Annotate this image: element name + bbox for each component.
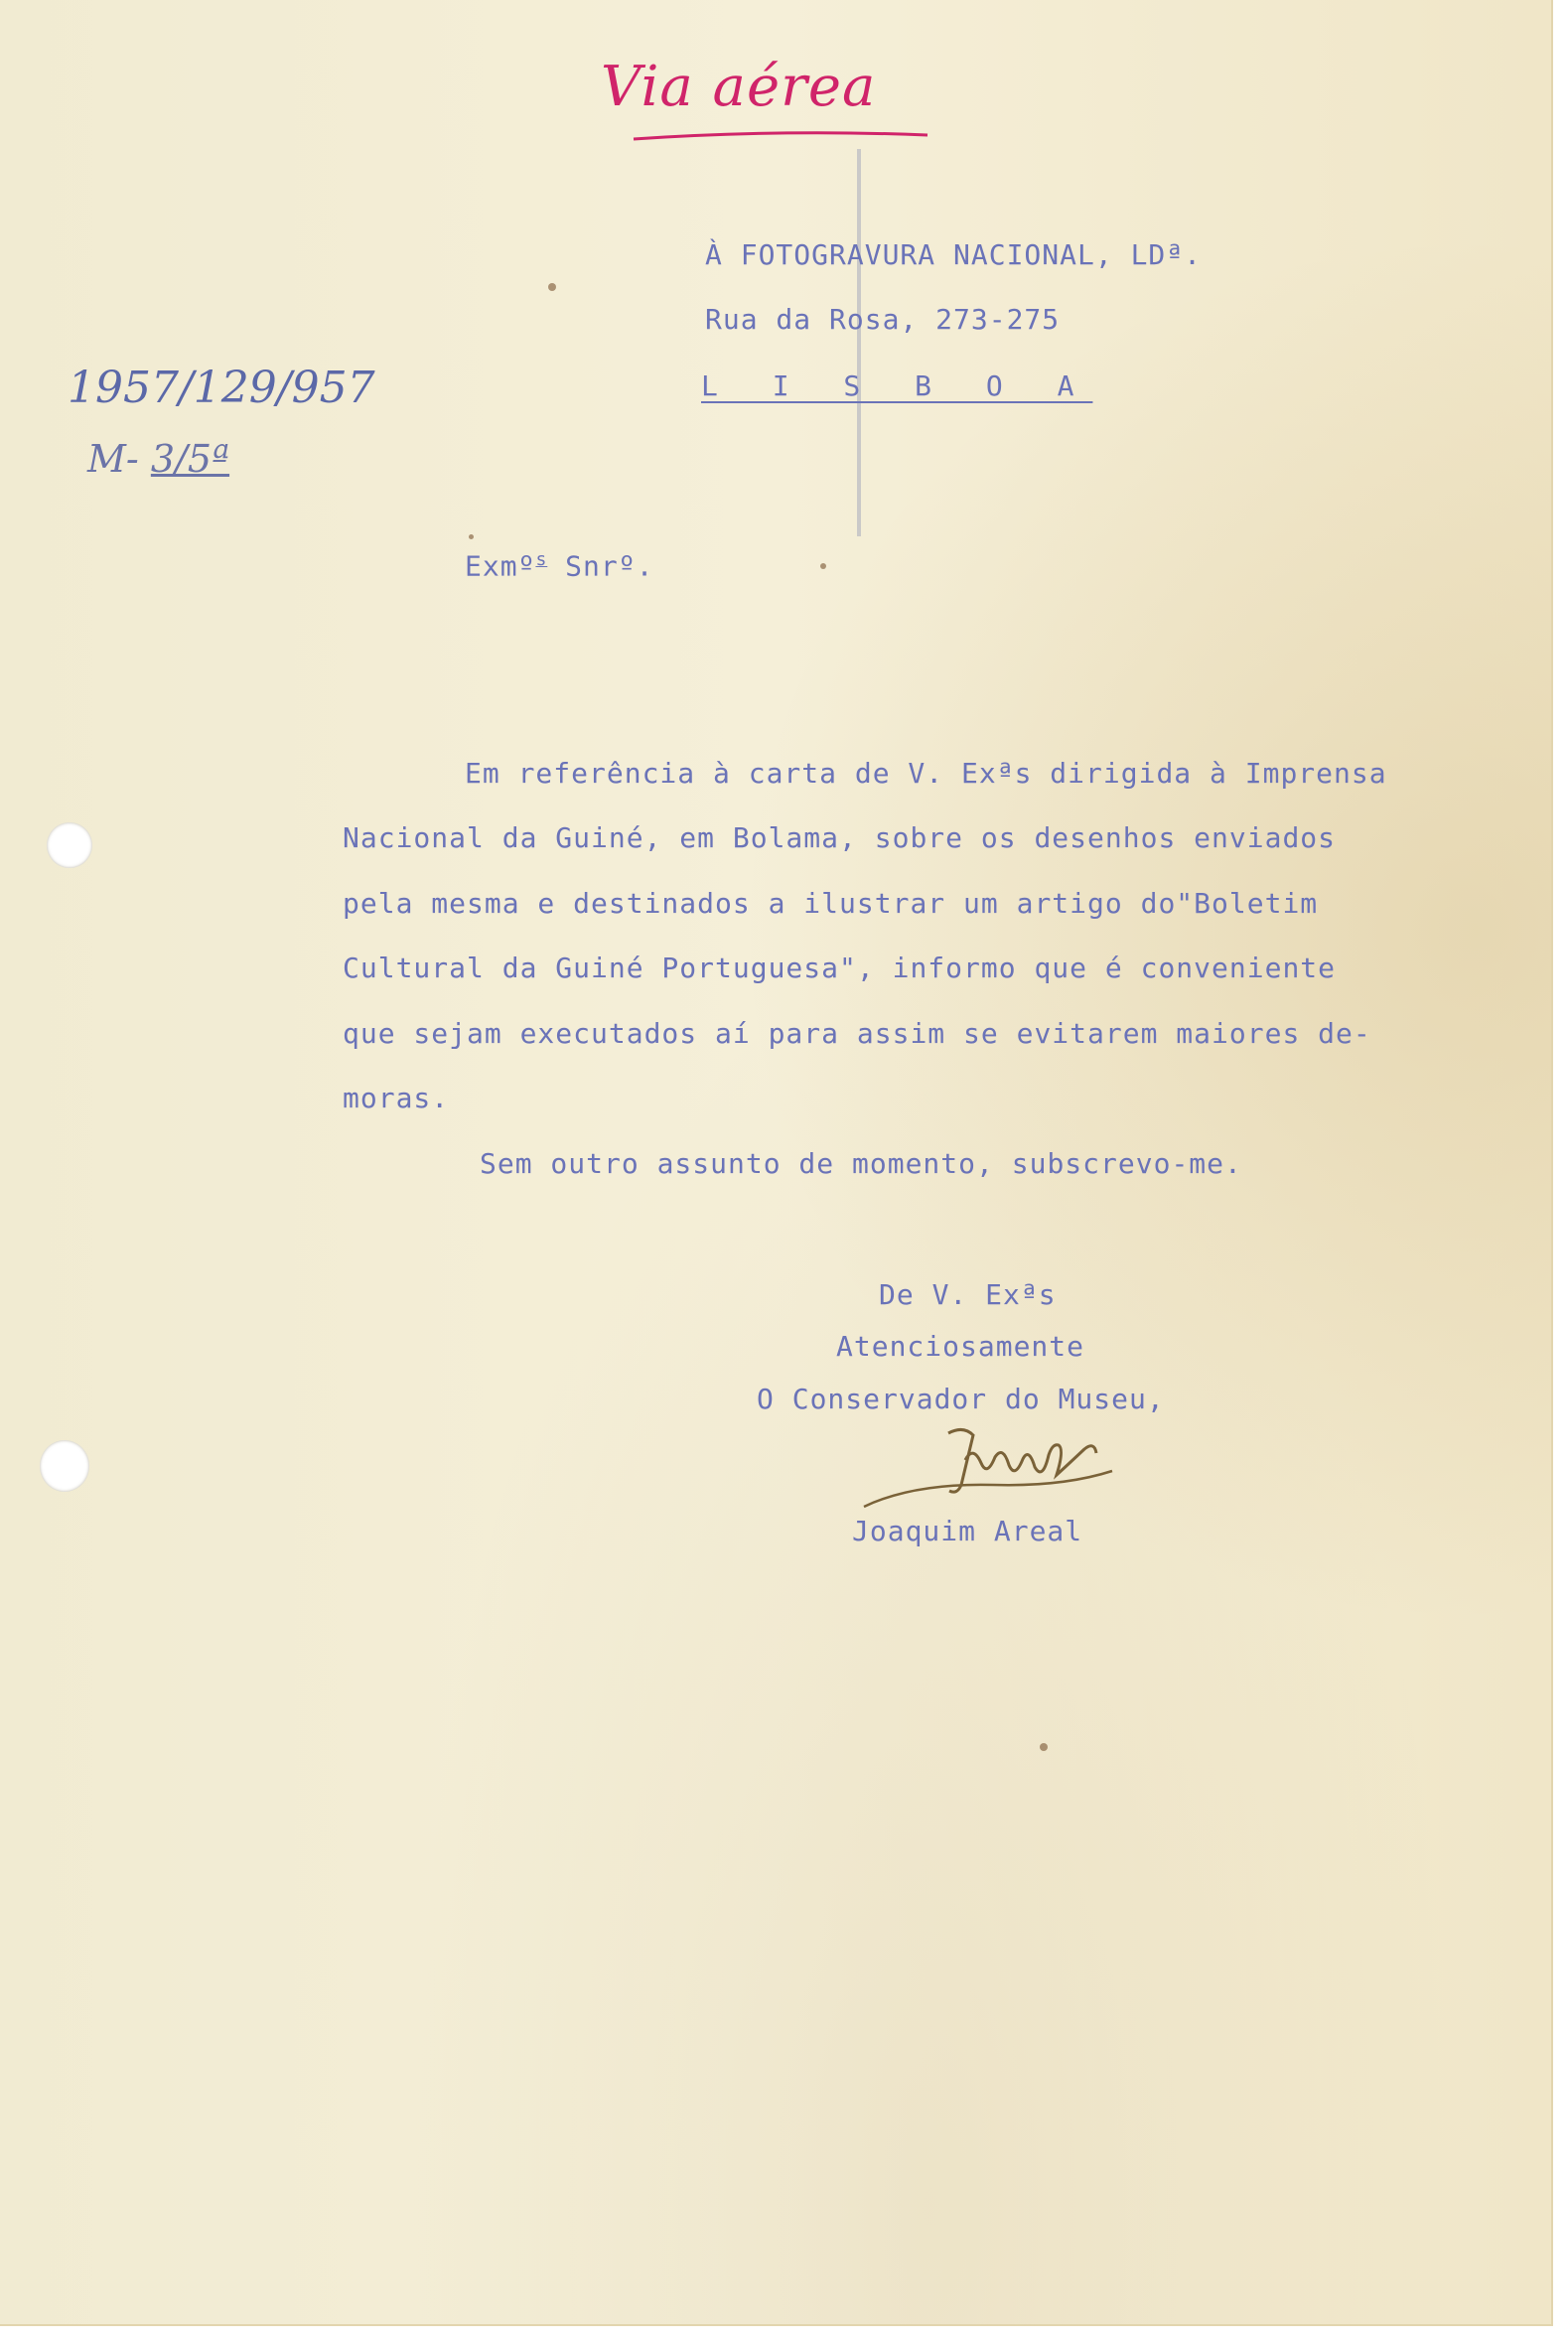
paper-speck xyxy=(820,563,826,569)
via-aerea-underline xyxy=(632,129,929,143)
body-line-4: Cultural da Guiné Portuguesa", informo que é conveniente xyxy=(343,952,1337,984)
signature-greeting: De V. Exªs xyxy=(879,1278,1057,1311)
recipient-name: À FOTOGRAVURA NACIONAL, LDª. xyxy=(705,238,1203,271)
reference-code-prefix: M- xyxy=(87,437,139,481)
fold-mark xyxy=(857,149,861,536)
signatory-name: Joaquim Areal xyxy=(852,1515,1083,1547)
paper-speck xyxy=(469,534,474,539)
body-line-3: pela mesma e destinados a ilustrar um artigo do"Boletim xyxy=(343,887,1319,920)
salutation-title: Exmº xyxy=(465,549,536,583)
punch-hole-top xyxy=(47,822,92,868)
paper-speck xyxy=(548,283,556,291)
salutation xyxy=(465,549,653,582)
handwritten-signature xyxy=(854,1415,1152,1525)
signature-courtesy: Atenciosamente xyxy=(836,1330,1085,1363)
via-aerea-annotation: Via aérea xyxy=(601,55,877,119)
signature-title: O Conservador do Museu, xyxy=(757,1383,1165,1415)
body-line-1: Em referência à carta de V. Exªs dirigida à Imprensa xyxy=(465,757,1387,790)
punch-hole-bottom xyxy=(40,1440,89,1492)
recipient-street: Rua da Rosa, 273-275 xyxy=(705,303,1061,336)
paper-speck xyxy=(1040,1743,1048,1751)
body-line-6: moras. xyxy=(343,1082,450,1114)
body-line-5: que sejam executados aí para assim se evitarem maiores de- xyxy=(343,1017,1371,1050)
reference-code-value: 3/5ª xyxy=(150,437,230,481)
recipient-city: L I S B O A xyxy=(701,369,1093,402)
reference-code xyxy=(87,437,229,481)
salutation-superscript: s xyxy=(535,549,548,570)
closing-sentence: Sem outro assunto de momento, subscrevo-me. xyxy=(480,1147,1242,1180)
body-line-2: Nacional da Guiné, em Bolama, sobre os desenhos enviados xyxy=(343,821,1337,854)
reference-number: 1957/129/957 xyxy=(68,363,375,413)
salutation-snr: Snrº. xyxy=(547,549,654,583)
